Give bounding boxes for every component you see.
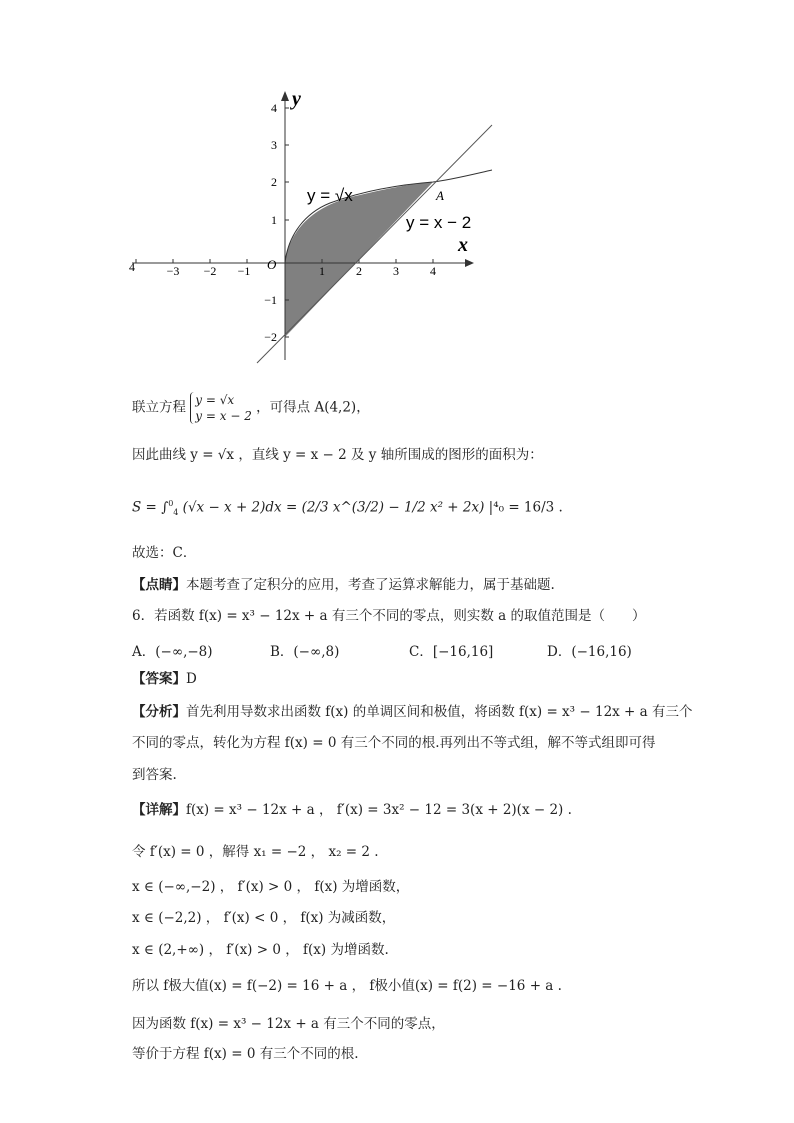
point-a-label: A (436, 188, 444, 203)
analysis-line-1: 【分析】首先利用导数求出函数 f(x) 的单调区间和极值，将函数 f(x) = x³ − 12x + a 有三个 (132, 704, 693, 720)
area-graph (120, 85, 500, 370)
detail-line-4: x ∈ (−2,2) ， f′(x) < 0 ， f(x) 为减函数， (132, 910, 396, 926)
analysis-line-2: 不同的零点，转化为方程 f(x) = 0 有三个不同的根.再列出不等式组，解不等式组即可得 (132, 735, 656, 751)
answer-choice: 故选：C． (132, 545, 197, 561)
detail-line-3: x ∈ (−∞,−2) ， f′(x) > 0 ， f(x) 为增函数， (132, 879, 410, 895)
x-axis-label: x (458, 234, 468, 256)
y-tick-label: 2 (271, 175, 277, 189)
comment-tag: 【点睛】 (132, 577, 186, 593)
y-tick-label: 3 (271, 138, 277, 152)
detail-line-6: 所以 f极大值(x) = f(−2) = 16 + a ， f极小值(x) = f(2) = −16 + a . (132, 978, 562, 994)
comment-text: 本题考查了定积分的应用，考查了运算求解能力，属于基础题. (186, 577, 555, 593)
option-c: C．[−16,16] (409, 644, 494, 660)
x-tick-label: −1 (237, 264, 251, 278)
x-tick-label: 1 (319, 264, 325, 278)
x-tick-label: 4 (430, 264, 436, 278)
comment-line (132, 575, 555, 595)
y-tick-label: 4 (271, 101, 277, 115)
detail-line-8: 等价于方程 f(x) = 0 有三个不同的根. (132, 1046, 359, 1062)
text: ，可得点 A(4,2)， (256, 399, 370, 416)
detail-line-1: 【详解】f(x) = x³ − 12x + a ， f′(x) = 3x² − 12 = 3(x + 2)(x − 2) . (132, 802, 572, 818)
y-axis-label: y (292, 88, 301, 110)
line-label: y = x − 2 (406, 213, 472, 232)
answer-value: D (186, 671, 197, 687)
option-a: A．(−∞,−8) (132, 644, 213, 660)
y-tick-label: 1 (271, 213, 277, 227)
system-line (132, 392, 370, 424)
x-axis-arrow (465, 259, 474, 267)
area-statement: 因此曲线 y = √x ，直线 y = x − 2 及 y 轴所围成的图形的面积为： (132, 447, 543, 463)
x-tick-label: 3 (393, 264, 399, 278)
x-tick-label: −3 (166, 264, 180, 278)
y-tick-label: −2 (264, 330, 277, 344)
analysis-line-3: 到答案. (132, 767, 177, 783)
y-tick-label: −1 (264, 293, 277, 307)
x-tick-label: 2 (356, 264, 362, 278)
option-b: B．(−∞,8) (270, 644, 340, 660)
y-axis-arrow (281, 91, 289, 101)
answer-line (132, 669, 197, 689)
analysis-tag: 【分析】 (132, 704, 186, 720)
x-tick-label: −2 (203, 264, 217, 278)
detail-line-7: 因为函数 f(x) = x³ − 12x + a 有三个不同的零点， (132, 1016, 445, 1032)
detail-tag: 【详解】 (132, 802, 186, 818)
x-tick-label: 4 (129, 260, 135, 274)
equation-system: y = √x y = x − 2 (190, 392, 252, 424)
integral-line: S = ∫$^0_4$ (√x − x + 2)dx = (2/3 x^(3/2) − 1/2 x² + 2x) |⁴₀ = 16/3 . (132, 499, 563, 518)
option-d: D．(−16,16) (547, 644, 632, 660)
answer-tag: 【答案】 (132, 671, 186, 687)
detail-line-5: x ∈ (2,+∞) ， f′(x) > 0 ， f(x) 为增函数. (132, 942, 389, 958)
origin-label: O (267, 257, 277, 272)
curve-label: y = √x (307, 186, 353, 205)
detail-line-2: 令 f′(x) = 0 ，解得 x₁ = −2 ， x₂ = 2 . (132, 844, 379, 860)
question-6: 6．若函数 f(x) = x³ − 12x + a 有三个不同的零点，则实数 a 的取值范围是（ ） (132, 608, 646, 624)
text: 联立方程 (132, 399, 186, 416)
